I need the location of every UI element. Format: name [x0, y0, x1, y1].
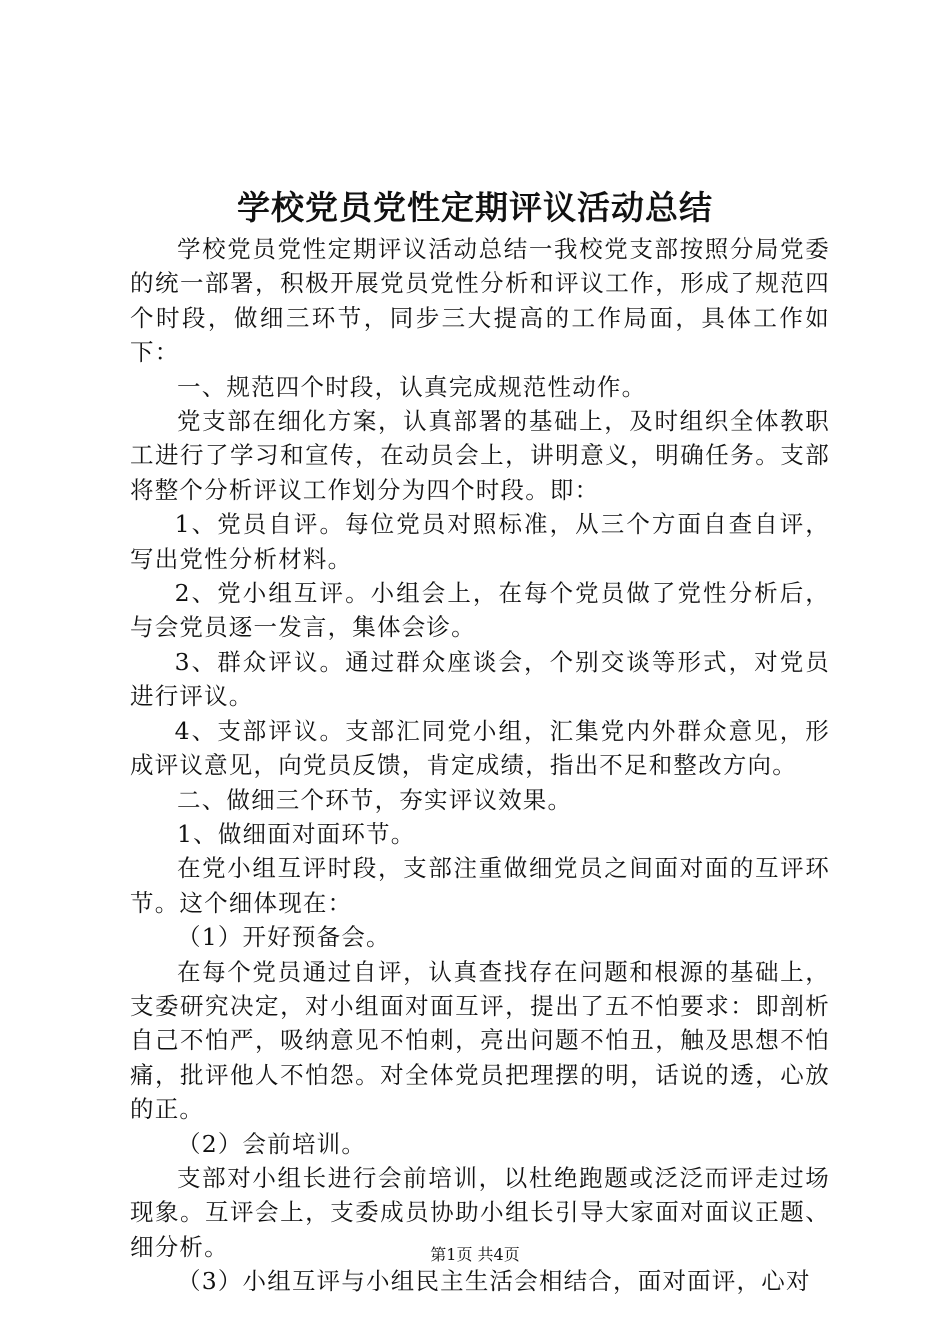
- list-item-mass-review: 3、群众评议。通过群众座谈会，个别交谈等形式，对党员进行评议。: [130, 647, 830, 711]
- paragraph-pre-meeting-training: 支部对小组长进行会前培训，以杜绝跑题或泛泛而评走过场现象。互评会上，支委成员协助小组长引导大家面对面议正题、细分析。: [130, 1163, 830, 1261]
- list-item-self-review: 1、党员自评。每位党员对照标准，从三个方面自查自评，写出党性分析材料。: [130, 510, 830, 573]
- heading-section-2: 二、做细三个环节，夯实评议效果。: [177, 785, 573, 814]
- paragraph-preparatory-meeting: 在每个党员通过自评，认真查找存在问题和根源的基础上，支委研究决定，对小组面对面互评，提出了五不怕要求：即剖析自己不怕严，吸纳意见不怕刺，亮出问题不怕丑，触及思想不怕痛，批评他人不怕怨。对全体党员把理摆的明，话说的透，心放的正。: [130, 957, 830, 1124]
- subheading-face-to-face: 1、做细面对面环节。: [177, 819, 416, 848]
- subheading-group-review-combined: （3）小组互评与小组民主生活会相结合，面对面评，心对: [177, 1267, 811, 1296]
- document-title: 学校党员党性定期评议活动总结: [237, 188, 713, 227]
- list-item-group-review: 2、党小组互评。小组会上，在每个党员做了党性分析后，与会党员逐一发言，集体会诊。: [130, 579, 830, 642]
- paragraph-section-1: 党支部在细化方案，认真部署的基础上，及时组织全体教职工进行了学习和宣传，在动员会上，讲明意义，明确任务。支部将整个分析评议工作划分为四个时段。即：: [130, 407, 830, 504]
- paragraph-face-to-face: 在党小组互评时段，支部注重做细党员之间面对面的互评环节。这个细体现在：: [130, 854, 830, 917]
- subheading-pre-meeting-training: （2）会前培训。: [177, 1129, 367, 1158]
- page-footer: 第1页 共4页: [430, 1245, 520, 1264]
- document-body: [130, 232, 830, 1299]
- list-item-branch-review: 4、支部评议。支部汇同党小组，汇集党内外群众意见，形成评议意见，向党员反馈，肯定成绩，指出不足和整改方向。: [130, 716, 830, 780]
- subheading-preparatory-meeting: （1）开好预备会。: [177, 923, 391, 952]
- heading-section-1: 一、规范四个时段，认真完成规范性动作。: [177, 372, 647, 401]
- paragraph-intro: 学校党员党性定期评议活动总结一我校党支部按照分局党委的统一部署，积极开展党员党性分析和评议工作，形成了规范四个时段，做细三环节，同步三大提高的工作局面，具体工作如下：: [130, 235, 830, 367]
